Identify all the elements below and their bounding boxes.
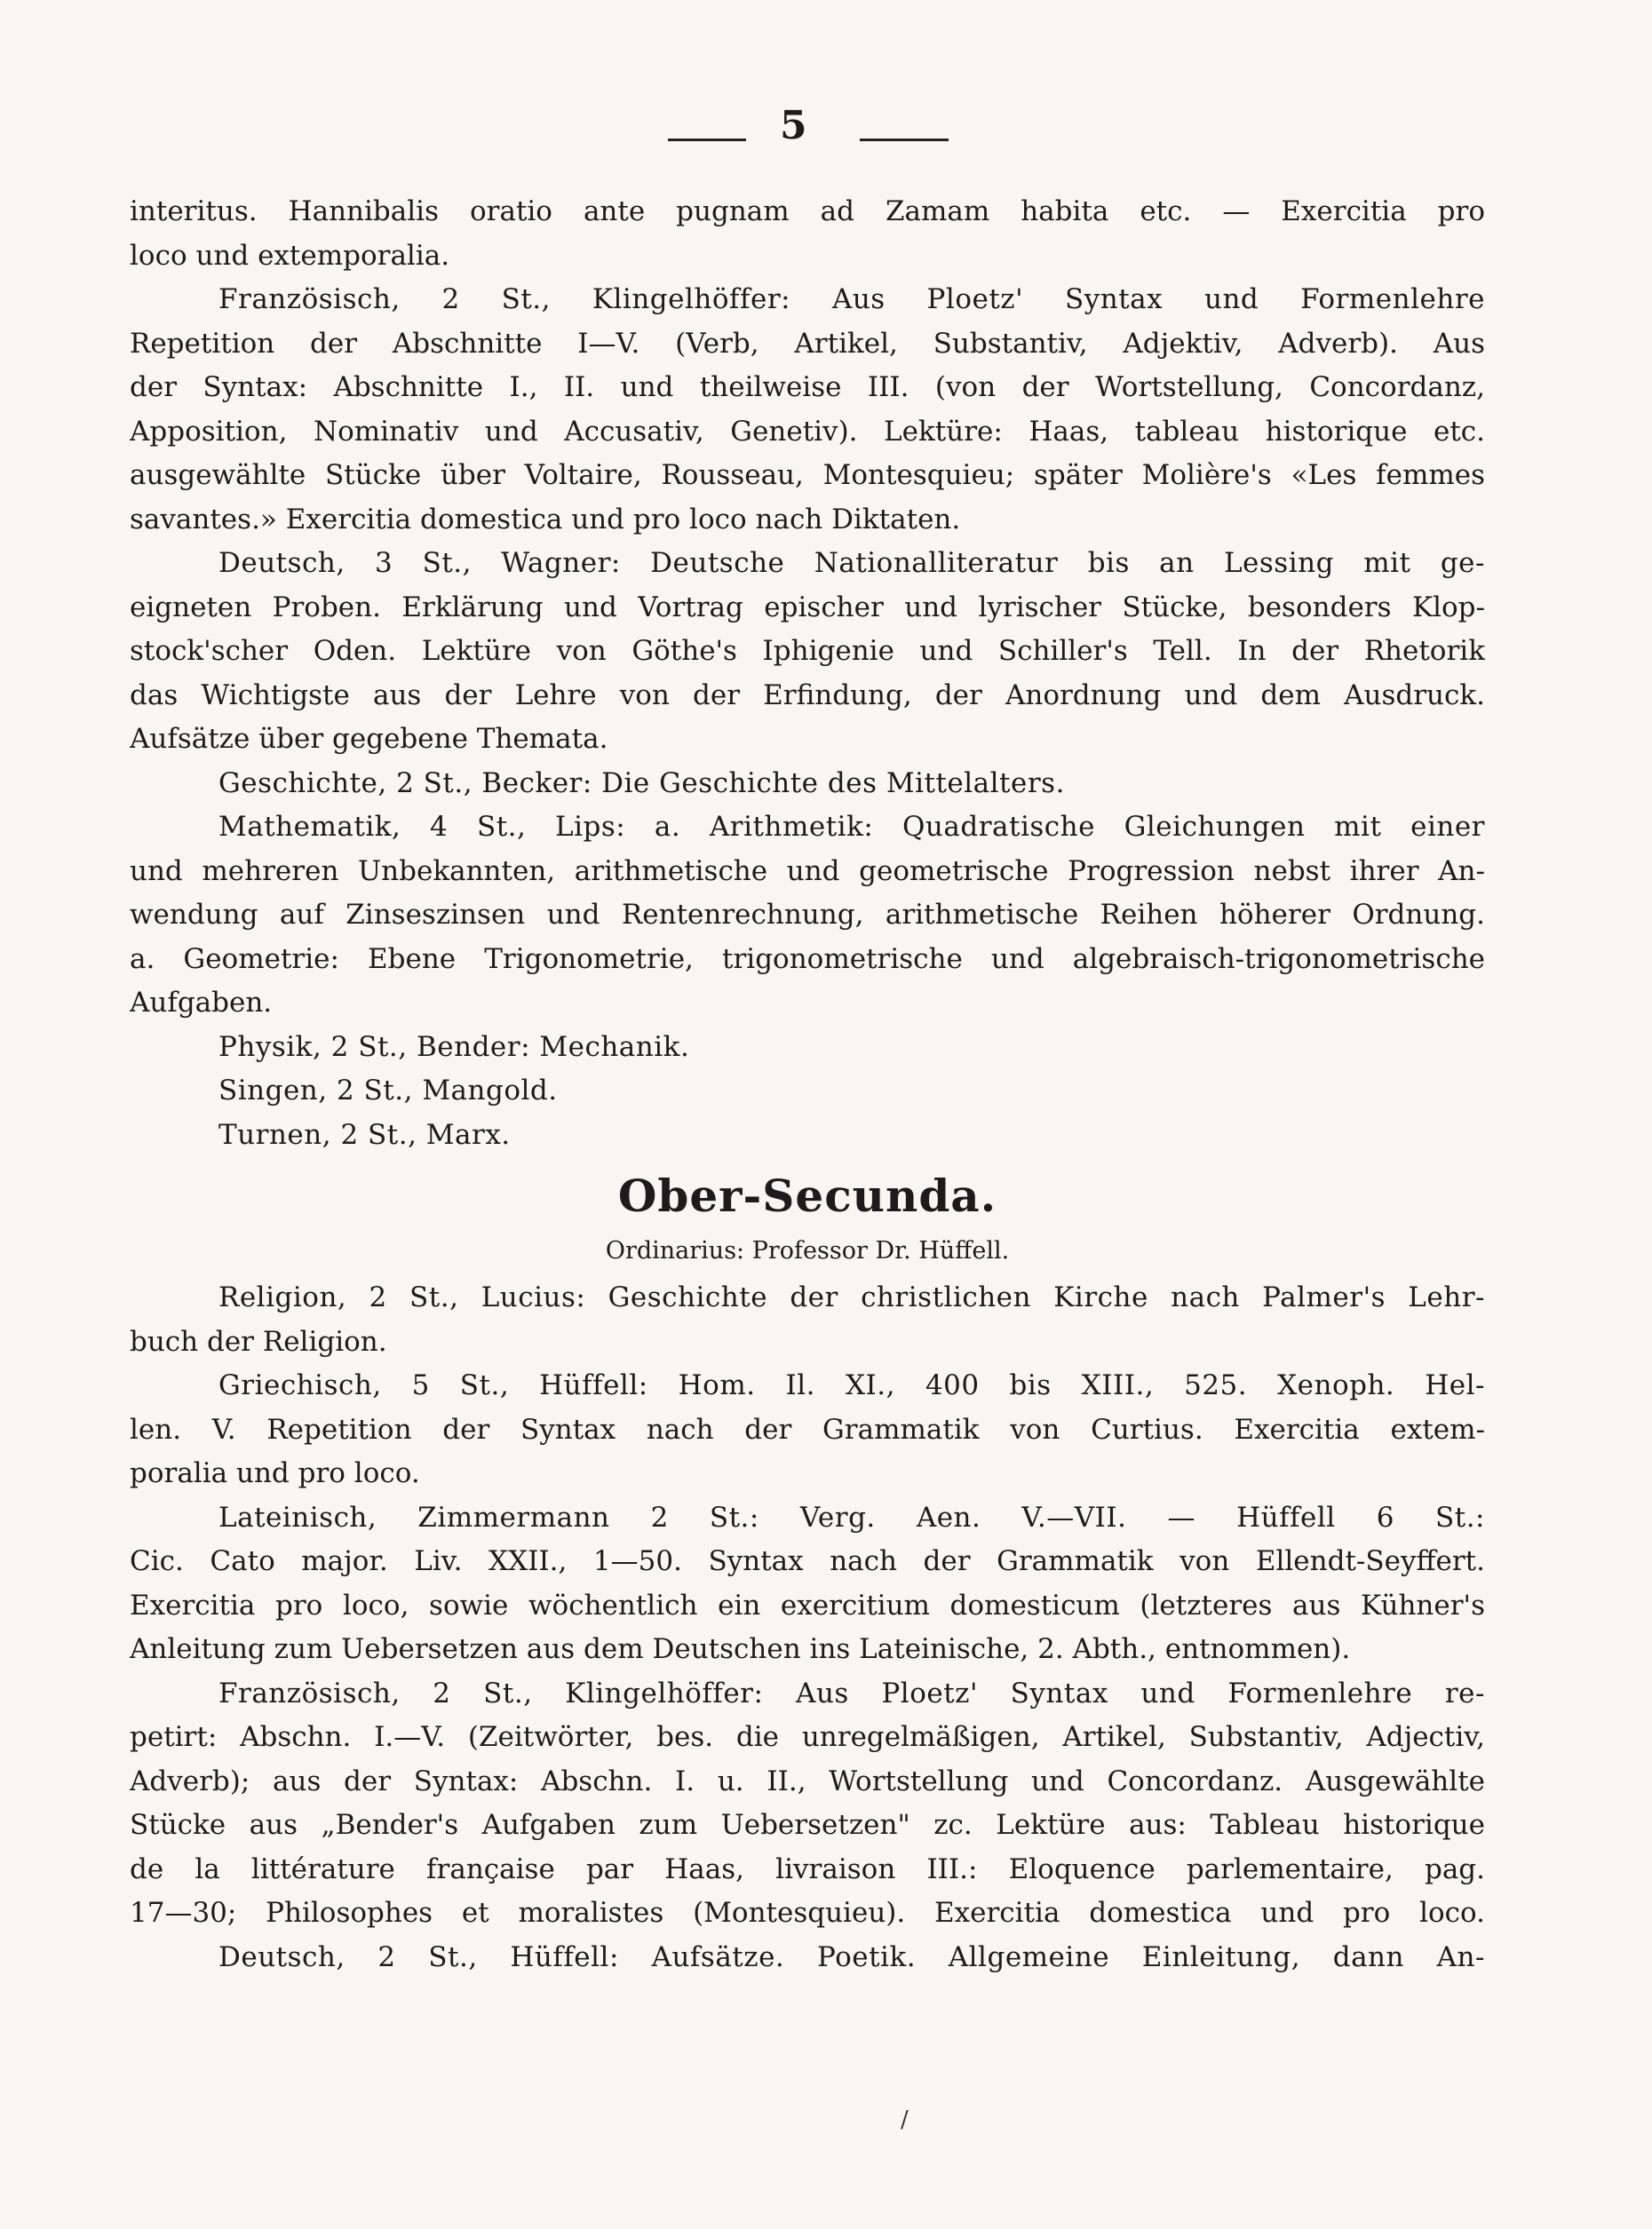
text-line: stock'scher Oden. Lektüre von Göthe's Iphigenie und Schiller's Tell. In der Rhetorik	[130, 635, 1485, 667]
text-line: petirt: Abschn. I.—V. (Zeitwörter, bes. die unregelmäßigen, Artikel, Substantiv, Adjectiv,	[130, 1721, 1485, 1753]
text-line: eigneten Proben. Erklärung und Vortrag epischer und lyrischer Stücke, besonders Klop-	[130, 591, 1485, 623]
page-header	[0, 99, 1652, 153]
text-line: Singen, 2 St., Mangold.	[218, 1075, 558, 1107]
text-line: Lateinisch, Zimmermann 2 St.: Verg. Aen. V.—VII. — Hüffell 6 St.:	[218, 1501, 1485, 1534]
text-line: buch der Religion.	[130, 1325, 387, 1358]
text-line: loco und extemporalia.	[130, 239, 450, 272]
header-rule-left	[668, 139, 746, 141]
text-line: Mathematik, 4 St., Lips: a. Arithmetik: Quadratische Gleichungen mit einer	[218, 811, 1485, 843]
text-line: Apposition, Nominativ und Accusativ, Genetiv). Lektüre: Haas, tableau historique etc.	[130, 415, 1485, 448]
text-line: savantes.» Exercitia domestica und pro loco nach Diktaten.	[130, 503, 961, 535]
text-line: Französisch, 2 St., Klingelhöffer: Aus Ploetz' Syntax und Formenlehre	[218, 283, 1485, 315]
text-line: Turnen, 2 St., Marx.	[218, 1118, 511, 1151]
text-line: Deutsch, 3 St., Wagner: Deutsche Nationalliteratur bis an Lessing mit ge-	[218, 547, 1485, 579]
text-line: und mehreren Unbekannten, arithmetische und geometrische Progression nebst ihrer An-	[130, 854, 1485, 887]
text-line: 17—30; Philosophes et moralistes (Montesquieu). Exercitia domestica und pro loco.	[130, 1897, 1485, 1929]
text-line: Cic. Cato major. Liv. XXII., 1—50. Syntax nach der Grammatik von Ellendt-Seyffert.	[130, 1545, 1485, 1577]
header-rule-right	[860, 139, 949, 141]
text-line: Adverb); aus der Syntax: Abschn. I. u. II., Wortstellung und Concordanz. Ausgewählte	[130, 1765, 1485, 1797]
text-line: poralia und pro loco.	[130, 1457, 420, 1489]
section-heading: Ober-Secunda.	[617, 1170, 997, 1222]
text-line: Repetition der Abschnitte I—V. (Verb, Artikel, Substantiv, Adjektiv, Adverb). Aus	[130, 327, 1485, 360]
text-line: Deutsch, 2 St., Hüffell: Aufsätze. Poetik. Allgemeine Einleitung, dann An-	[218, 1940, 1485, 1973]
body-text	[130, 190, 1485, 1979]
text-line: a. Geometrie: Ebene Trigonometrie, trigonometrische und algebraisch-trigonometrische	[130, 942, 1485, 975]
text-line: Anleitung zum Uebersetzen aus dem Deutschen ins Lateinische, 2. Abth., entnommen).	[130, 1633, 1351, 1665]
text-line: das Wichtigste aus der Lehre von der Erfindung, der Anordnung und dem Ausdruck.	[130, 678, 1485, 711]
text-line: Religion, 2 St., Lucius: Geschichte der christlichen Kirche nach Palmer's Lehr-	[218, 1281, 1485, 1313]
text-line: der Syntax: Abschnitte I., II. und theilweise III. (von der Wortstellung, Concordanz,	[130, 371, 1485, 403]
text-line: Griechisch, 5 St., Hüffell: Hom. Il. XI., 400 bis XIII., 525. Xenoph. Hel-	[218, 1369, 1485, 1401]
text-line: Aufsätze über gegebene Themata.	[130, 723, 608, 755]
page-number: 5	[780, 103, 807, 148]
text-line: Geschichte, 2 St., Becker: Die Geschichte des Mittelalters.	[218, 766, 1065, 799]
text-line: ausgewählte Stücke über Voltaire, Rousseau, Montesquieu; später Molière's «Les femmes	[130, 459, 1485, 491]
text-line: Französisch, 2 St., Klingelhöffer: Aus Ploetz' Syntax und Formenlehre re-	[218, 1677, 1485, 1709]
section-ordinarius: Ordinarius: Professor Dr. Hüffell.	[605, 1237, 1010, 1265]
text-line: Physik, 2 St., Bender: Mechanik.	[218, 1030, 690, 1063]
text-line: de la littérature française par Haas, livraison III.: Eloquence parlementaire, pag.	[130, 1852, 1485, 1885]
footer-mark: /	[901, 2106, 909, 2133]
text-line: Exercitia pro loco, sowie wöchentlich ein exercitium domesticum (letzteres aus Kühner's	[130, 1589, 1485, 1622]
text-line: len. V. Repetition der Syntax nach der Grammatik von Curtius. Exercitia extem-	[130, 1413, 1485, 1446]
text-line: Aufgaben.	[130, 987, 273, 1019]
text-line: interitus. Hannibalis oratio ante pugnam ad Zamam habita etc. — Exercitia pro	[130, 195, 1485, 227]
text-line: wendung auf Zinseszinsen und Rentenrechnung, arithmetische Reihen höherer Ordnung.	[130, 899, 1485, 931]
text-line: Stücke aus „Bender's Aufgaben zum Uebersetzen" zc. Lektüre aus: Tableau historique	[130, 1809, 1485, 1841]
